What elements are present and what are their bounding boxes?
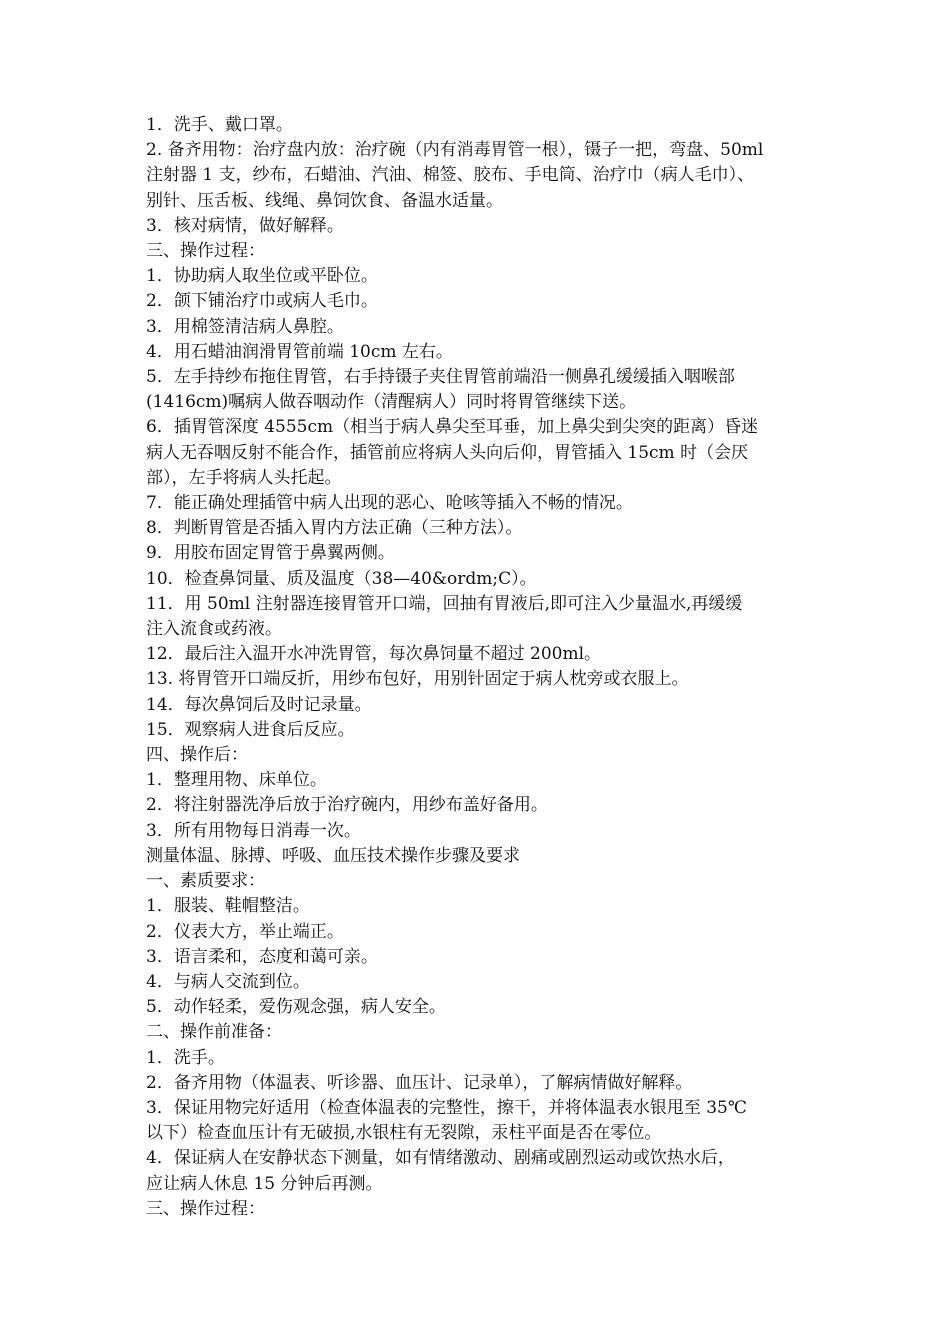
text-line: 1．服装、鞋帽整洁。 [146, 896, 310, 917]
text-line: 别针、压舌板、线绳、鼻饲饮食、备温水适量。 [146, 190, 503, 211]
document-body [146, 113, 816, 1222]
text-line: 13. 将胃管开口端反折，用纱布包好，用别针固定于病人枕旁或衣服上。 [146, 669, 689, 690]
text-line: 15．观察病人进食后反应。 [146, 719, 355, 740]
text-line: 3．核对病情，做好解释。 [146, 215, 344, 236]
text-line: 1．协助病人取坐位或平卧位。 [146, 266, 378, 287]
text-line: 1．洗手。 [146, 1047, 225, 1068]
text-line: 三、操作过程： [146, 241, 265, 262]
text-line: 3．所有用物每日消毒一次。 [146, 820, 361, 841]
text-line: 2．仪表大方，举止端正。 [146, 921, 344, 942]
text-line: 3．用棉签清洁病人鼻腔。 [146, 316, 344, 337]
text-line: 2．颌下铺治疗巾或病人毛巾。 [146, 291, 378, 312]
text-line: 3．保证用物完好适用（检查体温表的完整性，擦干，并将体温表水银甩至 35℃ [146, 1097, 747, 1118]
text-line: 四、操作后： [146, 745, 248, 766]
text-line: 部），左手将病人头托起。 [146, 467, 342, 488]
text-line: 1．洗手、戴口罩。 [146, 115, 293, 135]
text-line: (1416cm)嘱病人做吞咽动作（清醒病人）同时将胃管继续下送。 [146, 392, 637, 413]
text-line: 10．检查鼻饲量、质及温度（38—40&ordm;C）。 [146, 568, 537, 589]
text-line: 1．整理用物、床单位。 [146, 770, 327, 791]
text-line: 2．将注射器洗净后放于治疗碗内，用纱布盖好备用。 [146, 795, 548, 816]
text-line: 12．最后注入温开水冲洗胃管，每次鼻饲量不超过 200ml。 [146, 644, 602, 665]
text-line: 注射器 1 支，纱布，石蜡油、汽油、棉签、胶布、手电筒、治疗巾（病人毛巾）、 [146, 165, 755, 186]
text-line: 以下）检查血压计有无破损,水银柱有无裂隙，汞柱平面是否在零位。 [146, 1123, 662, 1144]
text-line: 4．保证病人在安静状态下测量，如有情绪激动、剧痛或剧烈运动或饮热水后， [146, 1148, 735, 1169]
text-line: 3．语言柔和，态度和蔼可亲。 [146, 946, 378, 967]
text-line: 5．动作轻柔，爱伤观念强，病人安全。 [146, 997, 446, 1018]
text-line: 2．备齐用物（体温表、听诊器、血压计、记录单），了解病情做好解释。 [146, 1072, 693, 1093]
text-line: 一、素质要求： [146, 871, 265, 892]
text-line: 6．插胃管深度 4555cm（相当于病人鼻尖至耳垂，加上鼻尖到尖突的距离）昏迷 [146, 417, 759, 438]
text-line: 11．用 50ml 注射器连接胃管开口端，回抽有胃液后,即可注入少量温水,再缓缓 [146, 593, 743, 614]
text-line: 2. 备齐用物：治疗盘内放：治疗碗（内有消毒胃管一根），镊子一把，弯盘、50ml [146, 140, 764, 161]
text-line: 8．判断胃管是否插入胃内方法正确（三种方法）。 [146, 518, 523, 539]
text-line: 三、操作过程： [146, 1198, 265, 1219]
text-line: 7．能正确处理插管中病人出现的恶心、呛咳等插入不畅的情况。 [146, 493, 633, 514]
text-line: 注入流食或药液。 [146, 619, 282, 640]
text-line: 二、操作前准备： [146, 1022, 282, 1043]
text-line: 病人无吞咽反射不能合作，插管前应将病人头向后仰，胃管插入 15cm 时（会厌 [146, 442, 749, 463]
text-line: 应让病人休息 15 分钟后再测。 [146, 1173, 383, 1194]
text-line: 14．每次鼻饲后及时记录量。 [146, 694, 372, 715]
text-line: 5．左手持纱布拖住胃管，右手持镊子夹住胃管前端沿一侧鼻孔缓缓插入咽喉部 [146, 367, 735, 388]
text-line: 9．用胶布固定胃管于鼻翼两侧。 [146, 543, 395, 564]
text-line: 4．与病人交流到位。 [146, 971, 310, 992]
text-line: 4．用石蜡油润滑胃管前端 10cm 左右。 [146, 341, 453, 362]
text-line: 测量体温、脉搏、呼吸、血压技术操作步骤及要求 [146, 845, 520, 866]
